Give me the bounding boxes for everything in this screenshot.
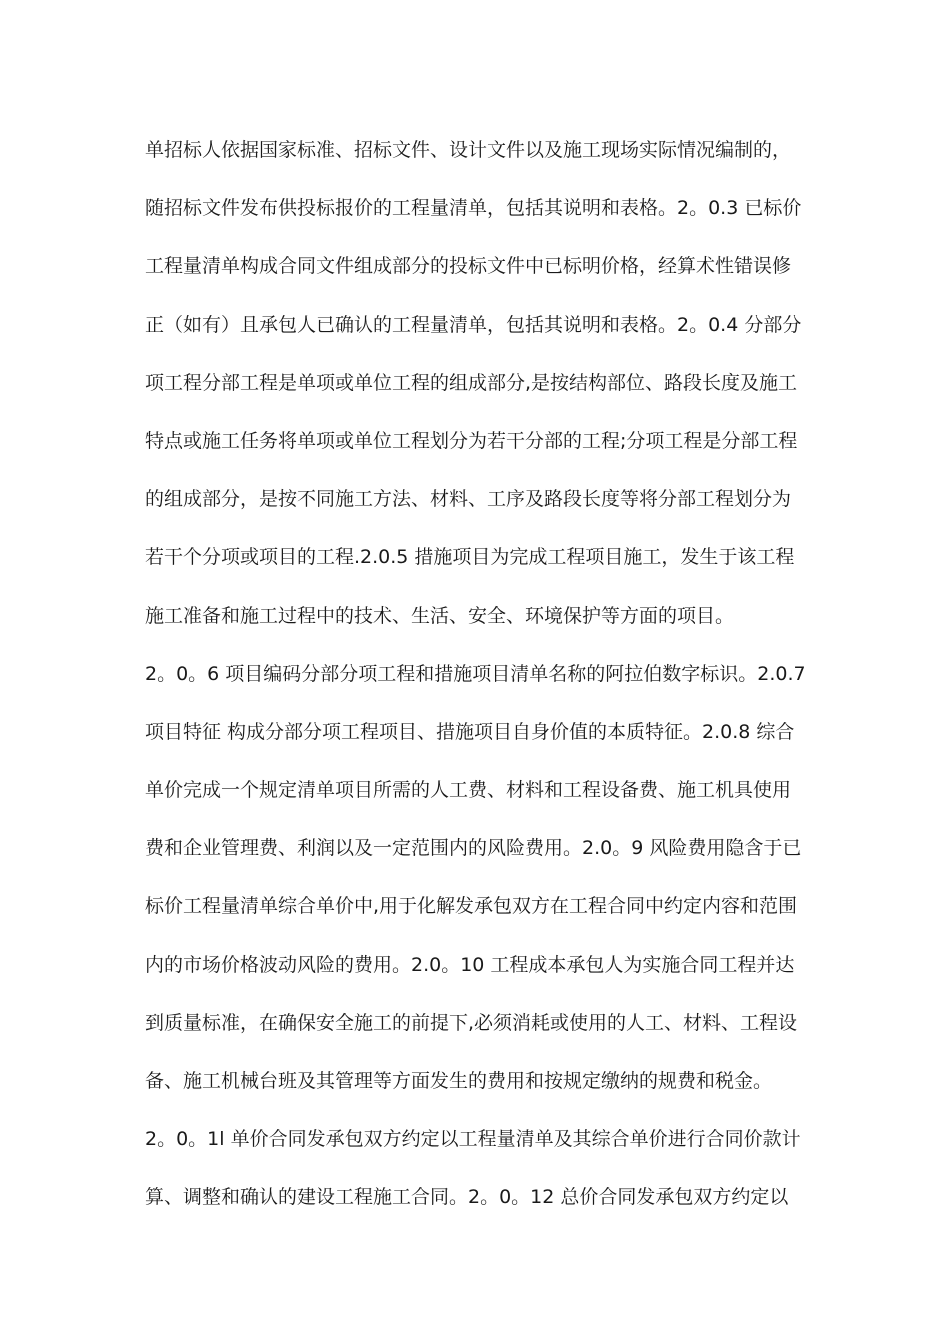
text-line: 随招标文件发布供投标报价的工程量清单，包括其说明和表格。2。0.3 已标价 xyxy=(145,197,802,220)
text-line: 特点或施工任务将单项或单位工程划分为若干分部的工程;分项工程是分部工程 xyxy=(145,429,798,452)
text-line: 到质量标准，在确保安全施工的前提下,必须消耗或使用的人工、材料、工程设 xyxy=(145,1011,798,1034)
text-line: 内的市场价格波动风险的费用。2.0。10 工程成本承包人为实施合同工程并达 xyxy=(145,953,795,976)
text-line: 2。0。1l 单价合同发承包双方约定以工程量清单及其综合单价进行合同价款计 xyxy=(145,1128,801,1151)
text-line: 费和企业管理费、利润以及一定范围内的风险费用。2.0。9 风险费用隐含于已 xyxy=(145,837,802,860)
text-line: 算、调整和确认的建设工程施工合同。2。0。12 总价合同发承包双方约定以 xyxy=(145,1186,789,1209)
body-text xyxy=(145,132,815,1238)
text-line: 正（如有）且承包人已确认的工程量清单，包括其说明和表格。2。0.4 分部分 xyxy=(145,313,802,336)
text-line: 备、施工机械台班及其管理等方面发生的费用和按规定缴纳的规费和税金。 xyxy=(145,1070,773,1092)
text-line: 单招标人依据国家标准、招标文件、设计文件以及施工现场实际情况编制的， xyxy=(145,139,792,161)
text-line: 工程量清单构成合同文件组成部分的投标文件中已标明价格，经算术性错误修 xyxy=(145,255,792,278)
text-line: 标价工程量清单综合单价中,用于化解发承包双方在工程合同中约定内容和范围 xyxy=(145,895,798,918)
text-line: 项目特征 构成分部分项工程项目、措施项目自身价值的本质特征。2.0.8 综合 xyxy=(145,720,795,743)
text-line: 的组成部分，是按不同施工方法、材料、工序及路段长度等将分部工程划分为 xyxy=(145,488,792,511)
text-line: 施工准备和施工过程中的技术、生活、安全、环境保护等方面的项目。 xyxy=(145,604,735,627)
text-line: 2。0。6 项目编码分部分项工程和措施项目清单名称的阿拉伯数字标识。2.0.7 xyxy=(145,662,806,685)
text-line: 单价完成一个规定清单项目所需的人工费、材料和工程设备费、施工机具使用 xyxy=(145,779,792,802)
text-line: 若干个分项或项目的工程.2.0.5 措施项目为完成工程项目施工，发生于该工程 xyxy=(145,546,795,569)
text-line: 项工程分部工程是单项或单位工程的组成部分,是按结构部位、路段长度及施工 xyxy=(145,371,798,394)
